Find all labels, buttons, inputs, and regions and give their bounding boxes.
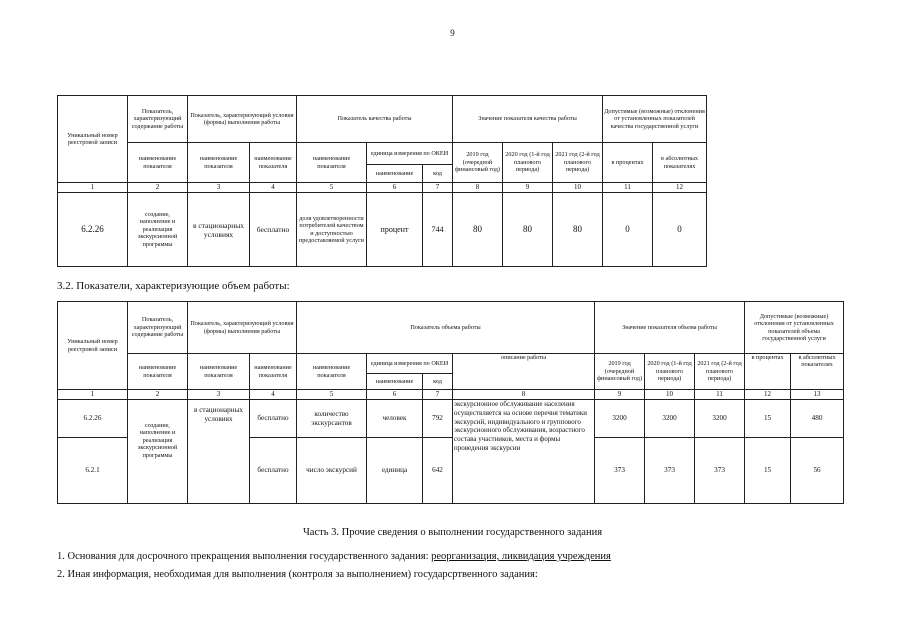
percent-subheader: в процентах [745,354,791,390]
unit-name: процент [367,193,423,267]
payment-type: бесплатно [250,438,297,504]
work-content: создание, наполнение и реализация экскурсионной программы [128,400,188,504]
column-number: 3 [188,390,250,400]
percent-subheader: в процентах [603,143,653,183]
value-2019: 3200 [595,400,645,438]
content-header: Показатель, характеризующий содержание работы [128,96,188,143]
table-row [58,193,707,267]
conditions-header: Показатель, характеризующий условия (формы) выполнения работы [188,302,297,354]
column-number: 11 [695,390,745,400]
column-number: 3 [188,183,250,193]
value-2020: 3200 [645,400,695,438]
name-subheader: наименование показателя [297,143,367,183]
payment-type: бесплатно [250,400,297,438]
deviation-percent: 15 [745,438,791,504]
column-number: 4 [250,183,297,193]
name-subheader: наименование показателя [297,354,367,390]
value-2020: 373 [645,438,695,504]
column-number: 1 [58,183,128,193]
volume-header: Показатель объема работы [297,302,595,354]
volume-indicator: число экскурсий [297,438,367,504]
deviation-absolute: 480 [791,400,844,438]
quality-indicators-table [57,95,707,267]
column-number: 9 [595,390,645,400]
value-2019: 80 [453,193,503,267]
work-description: экскурсионное обслуживание населения осуществляется на основе перечня тематики экскурсий, индивидуального и группового экскурсионного обслуживания, возрастного состава участников, места и формы проведения экскурсии [453,400,595,504]
item-2: 2. Иная информация, необходимая для выполнения (контроля за выполнением) государсртвенного задания: [57,569,538,580]
work-content: создание, наполнение и реализация экскурсионной программы [128,193,188,267]
deviation-percent: 15 [745,400,791,438]
work-condition: в стационарных условиях [188,193,250,267]
okei-code-subheader: код [423,165,453,183]
unit-code: 744 [423,193,453,267]
column-number: 10 [645,390,695,400]
table-row [58,400,844,438]
name-subheader: наименование показателя [188,354,250,390]
year-2020-subheader: 2020 год (1-й год планового периода) [645,354,695,390]
values-header: Значение показателя объема работы [595,302,745,354]
okei-name-subheader: наименование [367,374,423,390]
item-1-value: реорганизация, ликвидация учреждения [431,551,611,562]
column-number: 13 [791,390,844,400]
column-number: 5 [297,183,367,193]
name-subheader: наименование показателя [128,354,188,390]
values-header: Значение показателя качества работы [453,96,603,143]
deviation-header: Допустимые (возможные) отклонения от установленных показателей объема государственной услуги [745,302,844,354]
okei-subheader: единица измерения по ОКЕИ [367,354,453,374]
column-number: 6 [367,183,423,193]
value-2021: 80 [553,193,603,267]
column-number: 6 [367,390,423,400]
unit-code: 642 [423,438,453,504]
name-subheader: наименование показателя [188,143,250,183]
payment-type: бесплатно [250,193,297,267]
deviation-header: Допустимые (возможные) отклонения от установленных показателей качества государственной услуги [603,96,707,143]
column-number: 4 [250,390,297,400]
description-subheader: описание работы [453,354,595,390]
deviation-absolute: 56 [791,438,844,504]
name-subheader: наименование показателя [250,143,297,183]
item-1-prefix: 1. Основания для досрочного прекращения выполнения государственного задания: [57,551,432,562]
conditions-header: Показатель, характеризующий условия (формы) выполнения работы [188,96,297,143]
absolute-subheader: в абсолютных показателях [653,143,707,183]
okei-name-subheader: наименование [367,165,423,183]
column-number: 8 [453,390,595,400]
name-subheader: наименование показателя [128,143,188,183]
column-number: 7 [423,183,453,193]
deviation-absolute: 0 [653,193,707,267]
column-number: 2 [128,183,188,193]
column-number: 8 [453,183,503,193]
quality-indicator: доля удовлетворенности потребителей качеством и доступностью предоставляемой услуги [297,193,367,267]
quality-header: Показатель качества работы [297,96,453,143]
page-number: 9 [450,28,455,38]
registry-header: Уникальный номер реестровой записи [58,302,128,390]
column-number: 10 [553,183,603,193]
unit-code: 792 [423,400,453,438]
value-2019: 373 [595,438,645,504]
year-2019-subheader: 2019 год (очередной финансовый год) [453,143,503,183]
registry-header: Уникальный номер реестровой записи [58,96,128,183]
column-number: 5 [297,390,367,400]
okei-code-subheader: код [423,374,453,390]
year-2021-subheader: 2021 год (2-й год планового периода) [695,354,745,390]
column-number: 9 [503,183,553,193]
registry-number: 6.2.26 [58,193,128,267]
part3-heading: Часть 3. Прочие сведения о выполнении государственного задания [302,527,603,538]
section-heading: 3.2. Показатели, характеризующие объем работы: [57,280,290,292]
name-subheader: наименование показателя [250,354,297,390]
volume-indicators-table [57,301,844,504]
item-1 [57,551,611,562]
registry-number: 6.2.26 [58,400,128,438]
year-2019-subheader: 2019 год (очередной финансовый год) [595,354,645,390]
column-number: 2 [128,390,188,400]
year-2021-subheader: 2021 год (2-й год планового периода) [553,143,603,183]
unit-name: единица [367,438,423,504]
registry-number: 6.2.1 [58,438,128,504]
work-condition: в стационарных условиях [188,400,250,504]
value-2021: 373 [695,438,745,504]
unit-name: человек [367,400,423,438]
column-number: 1 [58,390,128,400]
value-2021: 3200 [695,400,745,438]
content-header: Показатель, характеризующий содержание работы [128,302,188,354]
absolute-subheader: в абсолютных показателях [791,354,844,390]
year-2020-subheader: 2020 год (1-й год планового периода) [503,143,553,183]
okei-subheader: единица измерения по ОКЕИ [367,143,453,165]
column-number: 12 [745,390,791,400]
deviation-percent: 0 [603,193,653,267]
column-number: 11 [603,183,653,193]
volume-indicator: количество экскурсантов [297,400,367,438]
value-2020: 80 [503,193,553,267]
column-number: 12 [653,183,707,193]
column-number: 7 [423,390,453,400]
